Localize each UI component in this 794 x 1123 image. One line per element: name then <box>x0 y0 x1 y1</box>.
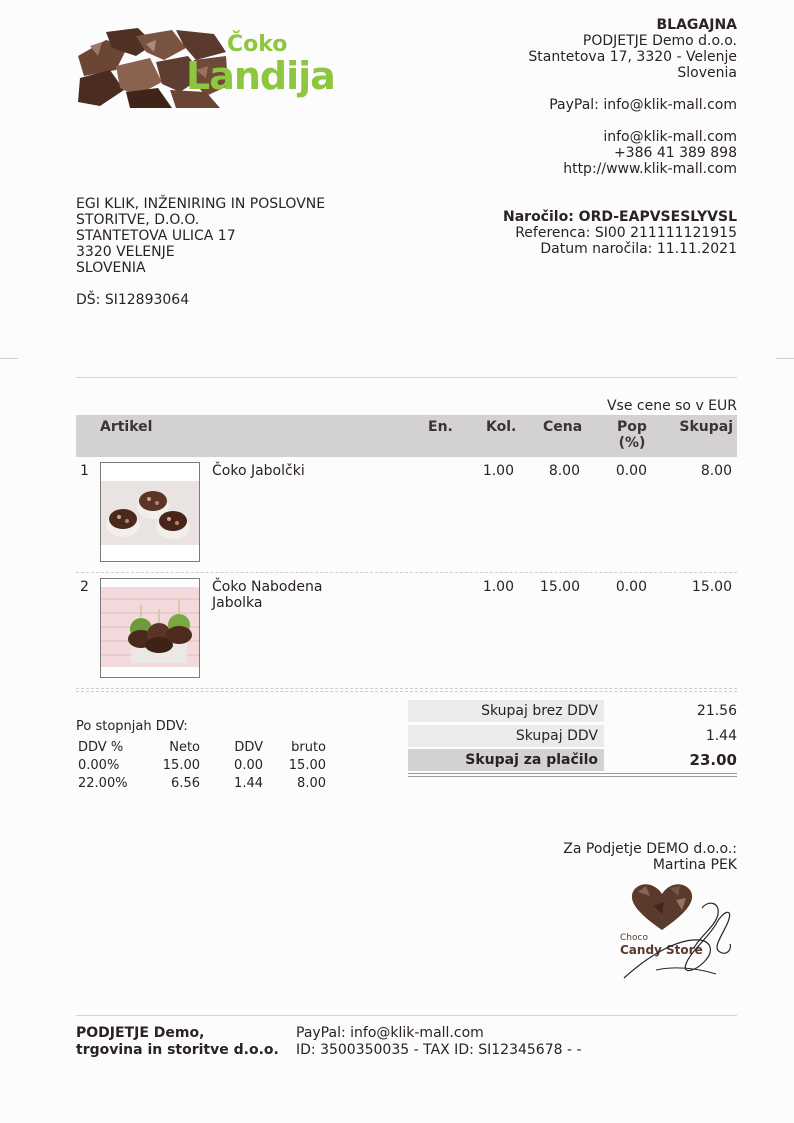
order-date: Datum naročila: 11.11.2021 <box>540 241 737 257</box>
stamp-text-small: Choco <box>620 933 648 943</box>
row-qty: 1.00 <box>482 579 514 595</box>
total-vat-label-text: Skupaj DDV <box>515 728 598 744</box>
row-discount: 0.00 <box>615 579 647 595</box>
total-payable-label <box>408 749 604 771</box>
product-name <box>212 579 412 611</box>
seller-paypal: PayPal: info@klik-mall.com <box>549 97 737 113</box>
logo-text-coko: Čoko <box>227 32 288 57</box>
tax-cell: 0.00 <box>234 758 263 773</box>
table-row <box>76 457 737 573</box>
buyer-vat-id: DŠ: SI12893064 <box>76 292 190 308</box>
row-price: 15.00 <box>539 579 580 595</box>
product-image <box>100 462 200 562</box>
footer-ids: ID: 3500350035 - TAX ID: SI12345678 - - <box>296 1042 582 1058</box>
total-net-label-text: Skupaj brez DDV <box>481 703 598 719</box>
tax-cell: 6.56 <box>171 776 200 791</box>
col-discount-label: Pop <box>617 419 647 435</box>
seller-country: Slovenia <box>677 65 737 81</box>
company-stamp <box>616 878 736 990</box>
total-payable-label-text: Skupaj za plačilo <box>465 752 598 768</box>
tax-cell: 8.00 <box>297 776 326 791</box>
footer-company-line: trgovina in storitve d.o.o. <box>76 1042 279 1058</box>
row-total: 15.00 <box>691 579 732 595</box>
totals-underline <box>408 776 737 777</box>
seller-email: info@klik-mall.com <box>603 129 737 145</box>
items-table-header <box>76 415 737 457</box>
footer-company-line: PODJETJE Demo, <box>76 1025 205 1041</box>
buyer-line: SLOVENIA <box>76 260 146 276</box>
tax-col-net: Neto <box>169 740 200 755</box>
stamp-text: Candy Store <box>620 943 703 957</box>
seller-address: Stantetova 17, 3320 - Velenje <box>528 49 737 65</box>
order-info <box>503 209 737 257</box>
total-net-label <box>408 700 604 722</box>
total-vat-value: 1.44 <box>705 728 737 744</box>
row-discount: 0.00 <box>615 463 647 479</box>
footer-contact <box>296 1025 582 1059</box>
row-total: 8.00 <box>700 463 732 479</box>
footer-company <box>76 1025 279 1059</box>
product-name-line: Čoko Jabolčki <box>212 463 305 479</box>
seller-website: http://www.klik-mall.com <box>563 161 737 177</box>
order-number: Naročilo: ORD-EAPVSESLYVSL <box>503 209 737 225</box>
buyer-line: STANTETOVA ULICA 17 <box>76 228 236 244</box>
col-discount-unit: (%) <box>618 435 646 451</box>
signature-block <box>563 841 737 873</box>
row-number: 2 <box>80 579 89 595</box>
footer-divider <box>76 1015 737 1016</box>
total-net-value: 21.56 <box>696 703 737 719</box>
seller-phone: +386 41 389 898 <box>613 145 737 161</box>
col-price: Cena <box>543 419 583 435</box>
product-name <box>212 463 412 479</box>
total-vat-label <box>408 725 604 747</box>
col-item: Artikel <box>100 419 153 435</box>
tax-col-vat: DDV <box>234 740 263 755</box>
product-name-line: Čoko Nabodena <box>212 579 323 595</box>
logo-text-landija: Landija <box>186 54 335 98</box>
col-unit: En. <box>428 419 453 435</box>
fold-mark-left <box>0 358 18 359</box>
buyer-line: EGI KLIK, INŽENIRING IN POSLOVNE <box>76 196 326 212</box>
tax-cell: 0.00% <box>78 758 120 773</box>
seller-company: PODJETJE Demo d.o.o. <box>582 33 737 49</box>
order-reference: Referenca: SI00 211111121915 <box>515 225 737 241</box>
tax-col-gross: bruto <box>291 740 326 755</box>
tax-cell: 1.44 <box>234 776 263 791</box>
table-end-divider <box>76 691 737 692</box>
col-discount <box>616 419 648 451</box>
stamp-signature-image <box>616 878 736 990</box>
row-qty: 1.00 <box>482 463 514 479</box>
document-title: BLAGAJNA <box>656 17 737 33</box>
product-image <box>100 578 200 678</box>
buyer-info <box>76 196 325 308</box>
signature-name: Martina PEK <box>652 857 737 873</box>
tax-breakdown-title: Po stopnjah DDV: <box>76 719 188 734</box>
totals-underline <box>408 773 737 774</box>
buyer-line: 3320 VELENJE <box>76 244 175 260</box>
row-divider <box>76 688 737 689</box>
footer-paypal: PayPal: info@klik-mall.com <box>296 1025 484 1041</box>
tax-cell: 15.00 <box>288 758 326 773</box>
table-row <box>76 573 737 689</box>
product-name-line: Jabolka <box>212 595 263 611</box>
company-logo <box>76 24 335 110</box>
col-qty: Kol. <box>486 419 517 435</box>
tax-cell: 15.00 <box>162 758 200 773</box>
col-total: Skupaj <box>679 419 733 435</box>
row-number: 1 <box>80 463 89 479</box>
currency-note: Vse cene so v EUR <box>606 398 737 414</box>
total-payable-value: 23.00 <box>689 751 737 769</box>
tax-cell: 22.00% <box>78 776 128 791</box>
buyer-line: STORITVE, D.O.O. <box>76 212 200 228</box>
row-price: 8.00 <box>548 463 580 479</box>
fold-mark-right <box>776 358 794 359</box>
seller-info <box>457 17 737 177</box>
tax-col-rate: DDV % <box>78 740 124 755</box>
signature-company: Za Podjetje DEMO d.o.o.: <box>563 841 737 857</box>
divider <box>76 377 737 378</box>
